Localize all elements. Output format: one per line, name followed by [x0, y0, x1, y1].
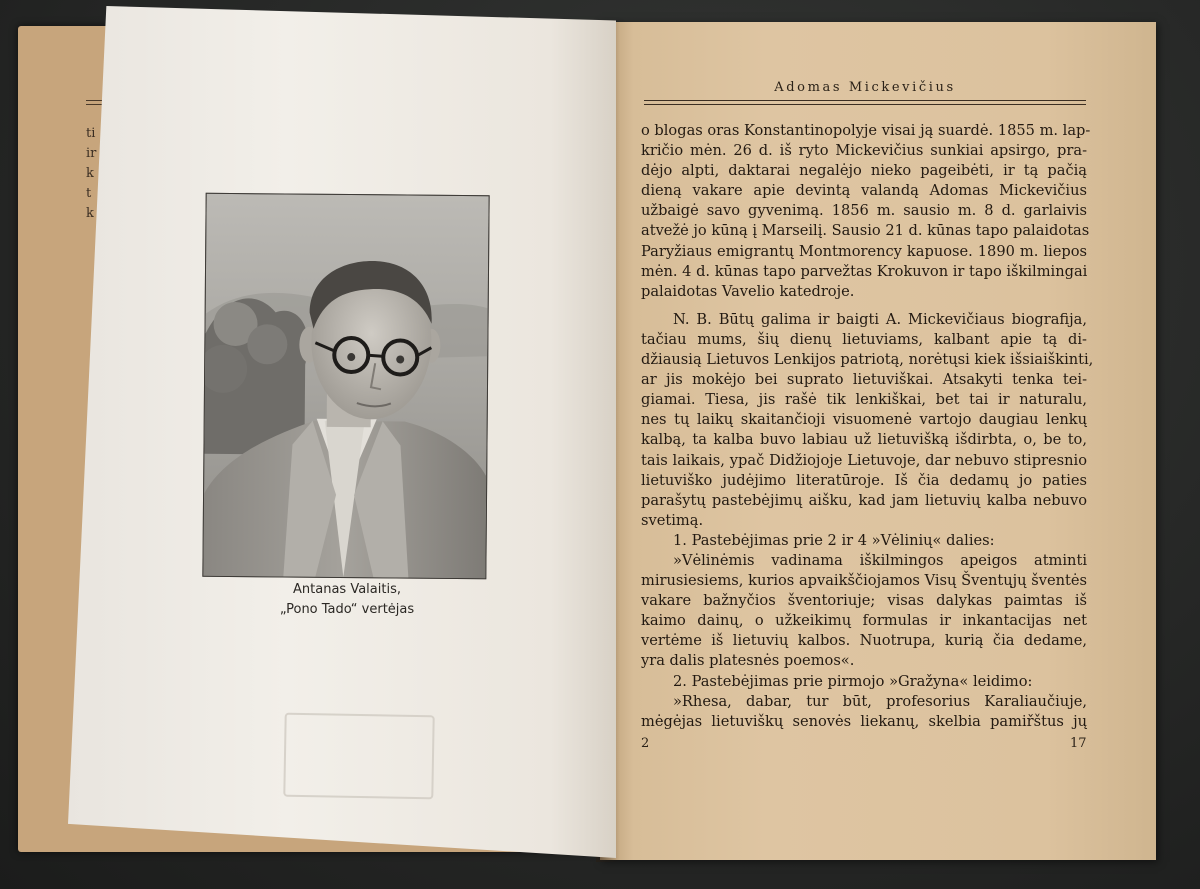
running-head: Adomas Mickevičius [774, 80, 956, 95]
text-line: lietuviško judėjimo literatūroje. Iš čia dedamų jo paties [641, 471, 1087, 489]
text-line: mėgėjas lietuviškų senovės liekanų, skelbia pamiřštus jų [641, 712, 1087, 730]
text-line: Paryžiaus emigrantų Montmorency kapuose. 1890 m. liepos [641, 242, 1087, 260]
text-line: vakare bažnyčios šventoriuje; visas dalykas paimtas iš [641, 592, 1087, 610]
edge-fragment: k [86, 206, 94, 221]
text-line: dieną vakare apie devintą valandą Adomas Mickevičius [641, 182, 1087, 200]
text-line: kričio mėn. 26 d. iš ryto Mickevičius sunkiai apsirgo, pra- [641, 142, 1087, 160]
text-line: atvežė jo kūną į Marseilį. Sausio 21 d. kūnas tapo palaidotas [641, 222, 1090, 240]
portrait-photo [202, 193, 489, 579]
text-line: svetimą. [641, 511, 704, 529]
previous-page-rule [86, 100, 104, 105]
text-line: tais laikais, ypač Didžiojoje Lietuvoje, dar nebuvo stipresnio [641, 451, 1087, 469]
text-line: ar jis mokėjo bei suprato lietuviškai. Atsakyti tenka tei- [641, 371, 1087, 389]
signature-mark: 2 [641, 736, 650, 751]
text-line: kalbą, ta kalba buvo labiau už lietuvišką išdirbta, o, be to, [641, 431, 1087, 449]
text-line: nes tų laikų skaitančioji visuomenė vartojo daugiau lenkų [641, 411, 1087, 429]
photo-caption [232, 580, 462, 620]
text-line: mėn. 4 d. kūnas tapo parvežtas Krokuvon ir tapo iškilmingai [641, 262, 1088, 280]
edge-fragment: ti [86, 126, 96, 141]
text-line: 1. Pastebėjimas prie 2 ir 4 »Vėlinių« dalies: [673, 531, 995, 549]
text-line: yra dalis platesnės poemos«. [641, 652, 855, 670]
text-line: »Vėlinėmis vadinama iškilmingos apeigos atminti [673, 551, 1087, 569]
edge-fragment: t [86, 186, 92, 201]
edge-fragment: k [86, 166, 94, 181]
text-line: kaimo dainų, o užkeikimų formulas ir inkantacijas net [641, 612, 1087, 630]
body-text [641, 121, 1094, 732]
text-line: 2. Pastebėjimas prie pirmojo »Gražyna« leidimo: [673, 672, 1033, 690]
text-line: tačiau mums, šių dienų lietuviams, kalbant apie tą di- [641, 330, 1087, 348]
text-line: »Rhesa, dabar, tur būt, profesorius Karaliaučiuje, [673, 692, 1087, 710]
text-line: N. B. Būtų galima ir baigti A. Mickevičiaus biografija, [673, 310, 1087, 328]
library-stamp-mark [283, 713, 434, 800]
text-line: vertėme iš lietuvių kalbos. Nuotrupa, kurią čia dedame, [641, 632, 1087, 650]
text-line: giamai. Tiesa, jis rašė tik lenkiškai, bet tai ir naturalu, [641, 391, 1087, 409]
portrait-photo-illustration [203, 194, 488, 578]
edge-fragment: ir [86, 146, 97, 161]
text-line: parašytų pastebėjimų aišku, kad jam lietuvių kalba nebuvo [641, 491, 1087, 509]
text-line: džiausią Lietuvos Lenkijos patriotą, norėtųsi kiek išsiaiškinti, [641, 351, 1094, 369]
text-line: palaidotas Vavelio katedroje. [641, 282, 855, 300]
page-number: 17 [1070, 736, 1087, 751]
text-line: dėjo alpti, daktarai negalėjo nieko pageibėti, ir tą pačią [641, 162, 1087, 180]
text-line: o blogas oras Konstantinopolyje visai ją suardė. 1855 m. lap- [641, 122, 1091, 139]
caption-role: „Pono Tado“ vertėjas [279, 602, 415, 617]
text-line: mirusiesiems, kurios apvaikščiojamos Visų Šventųjų šventės [641, 572, 1087, 590]
text-line: užbaigė savo gyvenimą. 1856 m. sausio m. 8 d. garlaivis [641, 202, 1087, 220]
running-head-rule [644, 100, 1086, 105]
caption-name: Antanas Valaitis, [293, 582, 401, 597]
